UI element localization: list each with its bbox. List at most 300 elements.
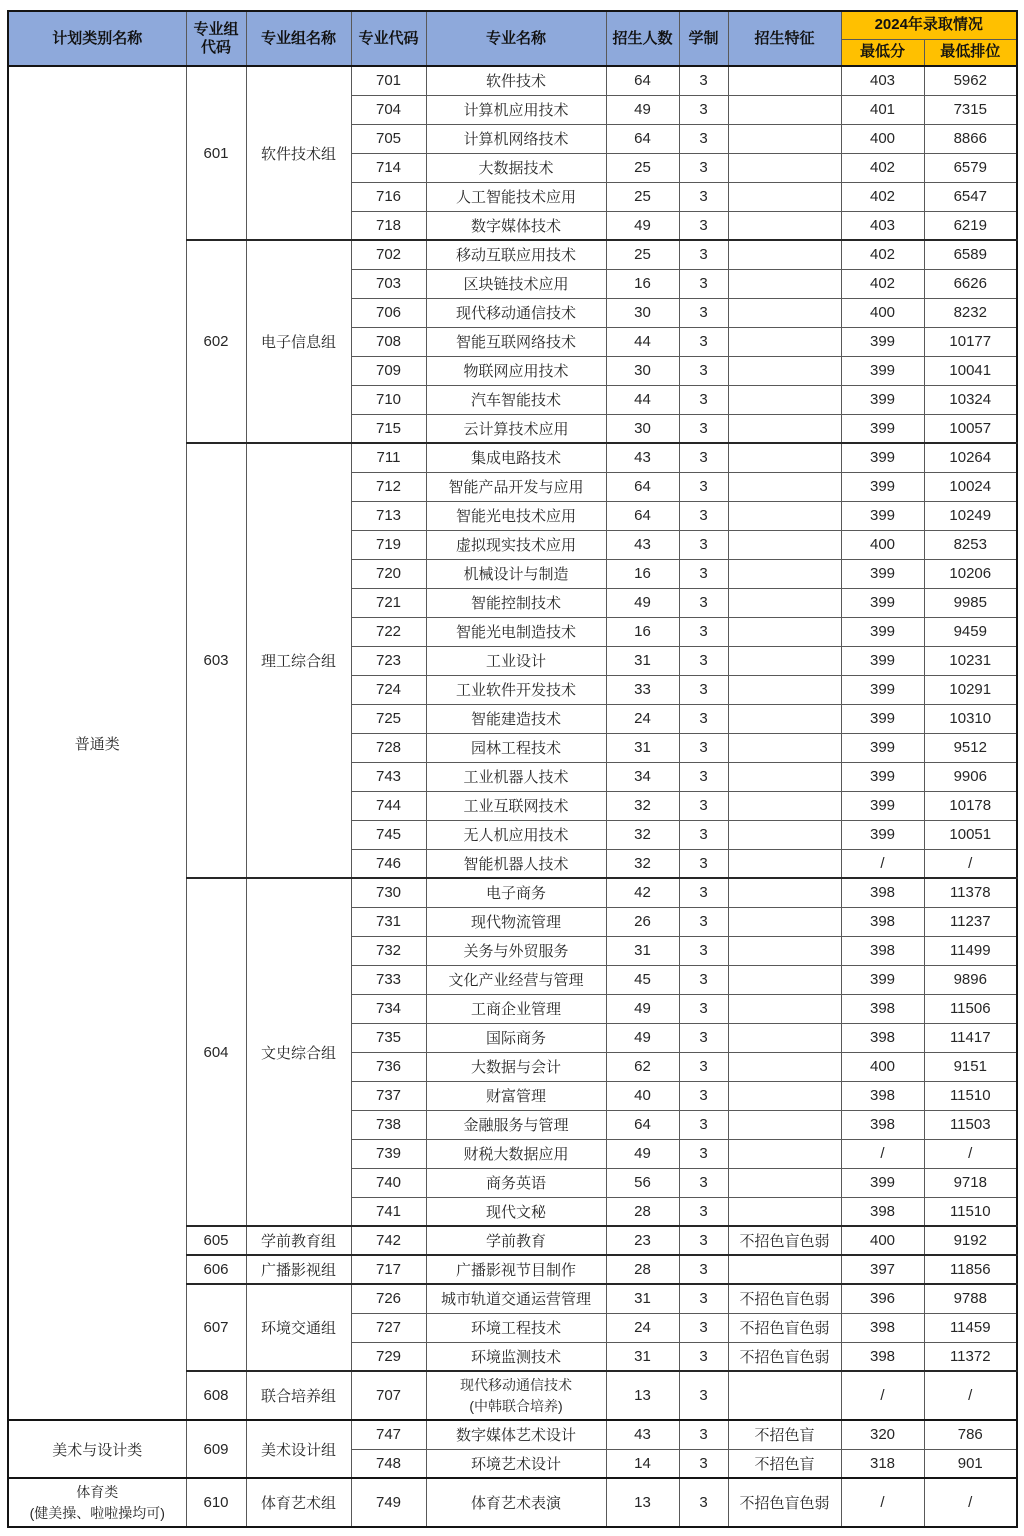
min-rank-cell: 10057 [924, 414, 1017, 443]
enrollment-cell: 34 [606, 762, 679, 791]
min-rank-cell: 901 [924, 1449, 1017, 1478]
min-rank-cell: 11372 [924, 1342, 1017, 1371]
group-code-cell: 609 [186, 1420, 246, 1478]
min-rank-cell: 11510 [924, 1081, 1017, 1110]
major-name-cell: 大数据技术 [426, 153, 606, 182]
min-score-cell: 398 [841, 1342, 924, 1371]
major-name-cell: 电子商务 [426, 878, 606, 907]
enrollment-cell: 43 [606, 1420, 679, 1449]
major-name-cell: 城市轨道交通运营管理 [426, 1284, 606, 1313]
min-score-cell: 399 [841, 414, 924, 443]
major-code-cell: 746 [351, 849, 426, 878]
min-rank-cell: 10264 [924, 443, 1017, 472]
major-code-cell: 718 [351, 211, 426, 240]
min-rank-cell: 11417 [924, 1023, 1017, 1052]
col-header-major-name: 专业名称 [426, 11, 606, 66]
group-code-cell: 607 [186, 1284, 246, 1371]
min-score-cell: 398 [841, 1081, 924, 1110]
major-code-cell: 735 [351, 1023, 426, 1052]
min-rank-cell: 11499 [924, 936, 1017, 965]
duration-cell: 3 [679, 1052, 728, 1081]
min-score-cell: / [841, 1139, 924, 1168]
enrollment-cell: 30 [606, 356, 679, 385]
duration-cell: 3 [679, 1371, 728, 1420]
min-score-cell: 399 [841, 675, 924, 704]
col-header-group-code: 专业组代码 [186, 11, 246, 66]
enrollment-cell: 44 [606, 327, 679, 356]
enrollment-cell: 43 [606, 530, 679, 559]
enrollment-cell: 49 [606, 994, 679, 1023]
enrollment-cell: 32 [606, 791, 679, 820]
major-name-cell: 现代移动通信技术 (中韩联合培养) [426, 1371, 606, 1420]
enrollment-cell: 16 [606, 269, 679, 298]
major-name-cell: 人工智能技术应用 [426, 182, 606, 211]
major-name-cell: 无人机应用技术 [426, 820, 606, 849]
major-name-cell: 工业设计 [426, 646, 606, 675]
major-name-cell: 现代移动通信技术 [426, 298, 606, 327]
duration-cell: 3 [679, 530, 728, 559]
duration-cell: 3 [679, 66, 728, 95]
feature-cell [728, 965, 841, 994]
feature-cell [728, 443, 841, 472]
major-name-cell: 现代物流管理 [426, 907, 606, 936]
major-name-cell: 机械设计与制造 [426, 559, 606, 588]
min-rank-cell: 10310 [924, 704, 1017, 733]
major-code-cell: 739 [351, 1139, 426, 1168]
major-name-cell: 环境工程技术 [426, 1313, 606, 1342]
major-code-cell: 744 [351, 791, 426, 820]
min-score-cell: / [841, 849, 924, 878]
feature-cell: 不招色盲 [728, 1420, 841, 1449]
min-rank-cell: 9906 [924, 762, 1017, 791]
group-name-cell: 理工综合组 [246, 443, 351, 878]
enrollment-cell: 26 [606, 907, 679, 936]
feature-cell [728, 588, 841, 617]
major-code-cell: 717 [351, 1255, 426, 1284]
feature-cell: 不招色盲色弱 [728, 1478, 841, 1527]
duration-cell: 3 [679, 1342, 728, 1371]
feature-cell [728, 501, 841, 530]
min-score-cell: 399 [841, 501, 924, 530]
min-score-cell: 399 [841, 327, 924, 356]
duration-cell: 3 [679, 878, 728, 907]
col-header-group-name: 专业组名称 [246, 11, 351, 66]
enrollment-cell: 16 [606, 617, 679, 646]
enrollment-cell: 64 [606, 501, 679, 530]
col-header-min-rank: 最低排位 [924, 39, 1017, 66]
duration-cell: 3 [679, 646, 728, 675]
min-rank-cell: 9718 [924, 1168, 1017, 1197]
enrollment-cell: 32 [606, 849, 679, 878]
duration-cell: 3 [679, 1197, 728, 1226]
min-rank-cell: 11503 [924, 1110, 1017, 1139]
major-name-cell: 移动互联应用技术 [426, 240, 606, 269]
col-header-admission-2024: 2024年录取情况 [841, 11, 1017, 39]
group-code-cell: 606 [186, 1255, 246, 1284]
min-rank-cell: 11510 [924, 1197, 1017, 1226]
min-rank-cell: 8232 [924, 298, 1017, 327]
duration-cell: 3 [679, 762, 728, 791]
major-code-cell: 747 [351, 1420, 426, 1449]
feature-cell [728, 936, 841, 965]
enrollment-cell: 45 [606, 965, 679, 994]
enrollment-cell: 28 [606, 1197, 679, 1226]
enrollment-cell: 64 [606, 1110, 679, 1139]
min-rank-cell: 10178 [924, 791, 1017, 820]
major-name-cell: 现代文秘 [426, 1197, 606, 1226]
min-score-cell: 398 [841, 1023, 924, 1052]
major-code-cell: 705 [351, 124, 426, 153]
major-code-cell: 727 [351, 1313, 426, 1342]
duration-cell: 3 [679, 1255, 728, 1284]
min-score-cell: 399 [841, 762, 924, 791]
duration-cell: 3 [679, 95, 728, 124]
min-rank-cell: 10249 [924, 501, 1017, 530]
major-code-cell: 733 [351, 965, 426, 994]
enrollment-cell: 31 [606, 936, 679, 965]
plan-category-cell: 体育类 (健美操、啦啦操均可) [8, 1478, 186, 1527]
min-rank-cell: 10324 [924, 385, 1017, 414]
duration-cell: 3 [679, 907, 728, 936]
feature-cell [728, 675, 841, 704]
min-rank-cell: 6589 [924, 240, 1017, 269]
duration-cell: 3 [679, 1284, 728, 1313]
major-code-cell: 703 [351, 269, 426, 298]
min-rank-cell: 8866 [924, 124, 1017, 153]
group-code-cell: 602 [186, 240, 246, 443]
major-name-cell: 商务英语 [426, 1168, 606, 1197]
feature-cell [728, 385, 841, 414]
enrollment-cell: 31 [606, 1342, 679, 1371]
min-rank-cell: 6547 [924, 182, 1017, 211]
min-rank-cell: / [924, 1478, 1017, 1527]
major-name-cell: 数字媒体技术 [426, 211, 606, 240]
table-body [8, 66, 1017, 1527]
feature-cell [728, 153, 841, 182]
min-rank-cell: 6626 [924, 269, 1017, 298]
table-header [8, 11, 1017, 66]
enrollment-cell: 13 [606, 1478, 679, 1527]
major-name-cell: 软件技术 [426, 66, 606, 95]
col-header-duration: 学制 [679, 11, 728, 66]
major-name-cell: 计算机网络技术 [426, 124, 606, 153]
duration-cell: 3 [679, 269, 728, 298]
feature-cell [728, 240, 841, 269]
min-score-cell: 399 [841, 965, 924, 994]
feature-cell [728, 791, 841, 820]
min-rank-cell: 9151 [924, 1052, 1017, 1081]
major-code-cell: 713 [351, 501, 426, 530]
feature-cell [728, 182, 841, 211]
enrollment-cell: 30 [606, 298, 679, 327]
min-rank-cell: / [924, 1371, 1017, 1420]
feature-cell: 不招色盲色弱 [728, 1226, 841, 1255]
col-header-plan-category: 计划类别名称 [8, 11, 186, 66]
col-header-feature: 招生特征 [728, 11, 841, 66]
min-score-cell: 399 [841, 791, 924, 820]
major-name-cell: 数字媒体艺术设计 [426, 1420, 606, 1449]
duration-cell: 3 [679, 936, 728, 965]
min-score-cell: 399 [841, 559, 924, 588]
major-code-cell: 736 [351, 1052, 426, 1081]
major-name-cell: 物联网应用技术 [426, 356, 606, 385]
enrollment-cell: 44 [606, 385, 679, 414]
min-rank-cell: 11506 [924, 994, 1017, 1023]
enrollment-cell: 43 [606, 443, 679, 472]
major-code-cell: 712 [351, 472, 426, 501]
feature-cell [728, 646, 841, 675]
duration-cell: 3 [679, 356, 728, 385]
major-name-cell: 云计算技术应用 [426, 414, 606, 443]
min-score-cell: 399 [841, 704, 924, 733]
min-score-cell: 400 [841, 124, 924, 153]
feature-cell: 不招色盲 [728, 1449, 841, 1478]
min-rank-cell: 10177 [924, 327, 1017, 356]
min-score-cell: 398 [841, 907, 924, 936]
min-score-cell: 398 [841, 994, 924, 1023]
feature-cell [728, 356, 841, 385]
duration-cell: 3 [679, 1449, 728, 1478]
duration-cell: 3 [679, 791, 728, 820]
major-name-cell: 智能光电技术应用 [426, 501, 606, 530]
enrollment-cell: 49 [606, 1023, 679, 1052]
min-score-cell: 399 [841, 646, 924, 675]
min-score-cell: 400 [841, 1052, 924, 1081]
major-code-cell: 701 [351, 66, 426, 95]
major-name-cell: 计算机应用技术 [426, 95, 606, 124]
duration-cell: 3 [679, 617, 728, 646]
major-code-cell: 742 [351, 1226, 426, 1255]
duration-cell: 3 [679, 994, 728, 1023]
feature-cell [728, 95, 841, 124]
min-rank-cell: 10024 [924, 472, 1017, 501]
enrollment-cell: 32 [606, 820, 679, 849]
major-code-cell: 721 [351, 588, 426, 617]
major-code-cell: 737 [351, 1081, 426, 1110]
min-score-cell: 397 [841, 1255, 924, 1284]
min-score-cell: 399 [841, 617, 924, 646]
major-name-cell: 体育艺术表演 [426, 1478, 606, 1527]
feature-cell [728, 269, 841, 298]
min-score-cell: 399 [841, 385, 924, 414]
enrollment-cell: 49 [606, 211, 679, 240]
group-code-cell: 604 [186, 878, 246, 1226]
major-code-cell: 709 [351, 356, 426, 385]
feature-cell: 不招色盲色弱 [728, 1342, 841, 1371]
major-code-cell: 715 [351, 414, 426, 443]
major-code-cell: 743 [351, 762, 426, 791]
feature-cell [728, 733, 841, 762]
min-rank-cell: 6579 [924, 153, 1017, 182]
major-name-cell: 财富管理 [426, 1081, 606, 1110]
major-name-cell: 文化产业经营与管理 [426, 965, 606, 994]
feature-cell [728, 1371, 841, 1420]
major-code-cell: 730 [351, 878, 426, 907]
group-name-cell: 学前教育组 [246, 1226, 351, 1255]
major-code-cell: 702 [351, 240, 426, 269]
duration-cell: 3 [679, 124, 728, 153]
major-code-cell: 725 [351, 704, 426, 733]
feature-cell [728, 820, 841, 849]
feature-cell [728, 559, 841, 588]
major-name-cell: 园林工程技术 [426, 733, 606, 762]
duration-cell: 3 [679, 965, 728, 994]
major-code-cell: 719 [351, 530, 426, 559]
feature-cell [728, 849, 841, 878]
group-name-cell: 联合培养组 [246, 1371, 351, 1420]
feature-cell [728, 1197, 841, 1226]
major-code-cell: 716 [351, 182, 426, 211]
duration-cell: 3 [679, 327, 728, 356]
major-name-cell: 广播影视节目制作 [426, 1255, 606, 1284]
feature-cell [728, 907, 841, 936]
min-rank-cell: 11237 [924, 907, 1017, 936]
enrollment-cell: 64 [606, 472, 679, 501]
group-code-cell: 603 [186, 443, 246, 878]
duration-cell: 3 [679, 211, 728, 240]
major-code-cell: 704 [351, 95, 426, 124]
major-code-cell: 726 [351, 1284, 426, 1313]
major-name-cell: 虚拟现实技术应用 [426, 530, 606, 559]
enrollment-cell: 30 [606, 414, 679, 443]
min-score-cell: 398 [841, 1110, 924, 1139]
min-rank-cell: 7315 [924, 95, 1017, 124]
group-code-cell: 605 [186, 1226, 246, 1255]
min-rank-cell: 9512 [924, 733, 1017, 762]
enrollment-cell: 24 [606, 704, 679, 733]
duration-cell: 3 [679, 501, 728, 530]
min-score-cell: 320 [841, 1420, 924, 1449]
min-score-cell: 400 [841, 298, 924, 327]
feature-cell [728, 878, 841, 907]
feature-cell [728, 211, 841, 240]
major-name-cell: 关务与外贸服务 [426, 936, 606, 965]
min-score-cell: 403 [841, 66, 924, 95]
group-name-cell: 美术设计组 [246, 1420, 351, 1478]
duration-cell: 3 [679, 1168, 728, 1197]
major-code-cell: 720 [351, 559, 426, 588]
major-code-cell: 710 [351, 385, 426, 414]
min-score-cell: 396 [841, 1284, 924, 1313]
min-score-cell: 402 [841, 269, 924, 298]
header-row-1 [8, 11, 1017, 39]
duration-cell: 3 [679, 1081, 728, 1110]
enrollment-cell: 23 [606, 1226, 679, 1255]
major-code-cell: 707 [351, 1371, 426, 1420]
enrollment-cell: 49 [606, 1139, 679, 1168]
enrollment-cell: 64 [606, 124, 679, 153]
min-rank-cell: 5962 [924, 66, 1017, 95]
major-code-cell: 734 [351, 994, 426, 1023]
duration-cell: 3 [679, 704, 728, 733]
min-score-cell: 400 [841, 530, 924, 559]
min-rank-cell: 11459 [924, 1313, 1017, 1342]
min-score-cell: / [841, 1371, 924, 1420]
major-name-cell: 智能产品开发与应用 [426, 472, 606, 501]
table-row [8, 1420, 1017, 1449]
feature-cell [728, 704, 841, 733]
enrollment-cell: 31 [606, 1284, 679, 1313]
duration-cell: 3 [679, 153, 728, 182]
min-rank-cell: 9896 [924, 965, 1017, 994]
major-code-cell: 722 [351, 617, 426, 646]
feature-cell [728, 1139, 841, 1168]
min-rank-cell: 9985 [924, 588, 1017, 617]
min-rank-cell: 10041 [924, 356, 1017, 385]
group-name-cell: 电子信息组 [246, 240, 351, 443]
feature-cell [728, 1023, 841, 1052]
min-rank-cell: 6219 [924, 211, 1017, 240]
feature-cell [728, 414, 841, 443]
feature-cell [728, 1168, 841, 1197]
enrollment-cell: 16 [606, 559, 679, 588]
major-code-cell: 732 [351, 936, 426, 965]
major-code-cell: 714 [351, 153, 426, 182]
admission-plan-table [7, 10, 1018, 1528]
min-score-cell: 318 [841, 1449, 924, 1478]
min-rank-cell: / [924, 1139, 1017, 1168]
feature-cell [728, 66, 841, 95]
duration-cell: 3 [679, 1420, 728, 1449]
enrollment-cell: 42 [606, 878, 679, 907]
group-code-cell: 610 [186, 1478, 246, 1527]
min-rank-cell: 9788 [924, 1284, 1017, 1313]
major-name-cell: 工业机器人技术 [426, 762, 606, 791]
feature-cell [728, 298, 841, 327]
duration-cell: 3 [679, 1226, 728, 1255]
feature-cell [728, 762, 841, 791]
enrollment-cell: 25 [606, 240, 679, 269]
duration-cell: 3 [679, 588, 728, 617]
major-name-cell: 智能机器人技术 [426, 849, 606, 878]
enrollment-cell: 25 [606, 153, 679, 182]
min-rank-cell: 8253 [924, 530, 1017, 559]
major-name-cell: 财税大数据应用 [426, 1139, 606, 1168]
major-name-cell: 智能光电制造技术 [426, 617, 606, 646]
enrollment-cell: 49 [606, 95, 679, 124]
min-score-cell: 398 [841, 936, 924, 965]
duration-cell: 3 [679, 820, 728, 849]
duration-cell: 3 [679, 849, 728, 878]
major-code-cell: 745 [351, 820, 426, 849]
major-code-cell: 729 [351, 1342, 426, 1371]
enrollment-cell: 64 [606, 66, 679, 95]
enrollment-cell: 56 [606, 1168, 679, 1197]
min-rank-cell: / [924, 849, 1017, 878]
duration-cell: 3 [679, 443, 728, 472]
feature-cell [728, 994, 841, 1023]
col-header-major-code: 专业代码 [351, 11, 426, 66]
min-score-cell: 399 [841, 820, 924, 849]
major-name-cell: 环境艺术设计 [426, 1449, 606, 1478]
min-score-cell: 401 [841, 95, 924, 124]
min-score-cell: 398 [841, 1313, 924, 1342]
min-rank-cell: 10291 [924, 675, 1017, 704]
feature-cell [728, 1110, 841, 1139]
major-name-cell: 智能建造技术 [426, 704, 606, 733]
duration-cell: 3 [679, 1478, 728, 1527]
duration-cell: 3 [679, 182, 728, 211]
major-code-cell: 723 [351, 646, 426, 675]
feature-cell [728, 327, 841, 356]
enrollment-cell: 28 [606, 1255, 679, 1284]
group-code-cell: 608 [186, 1371, 246, 1420]
min-score-cell: 399 [841, 588, 924, 617]
plan-category-cell: 普通类 [8, 66, 186, 1420]
plan-category-cell: 美术与设计类 [8, 1420, 186, 1478]
min-score-cell: 402 [841, 240, 924, 269]
duration-cell: 3 [679, 559, 728, 588]
